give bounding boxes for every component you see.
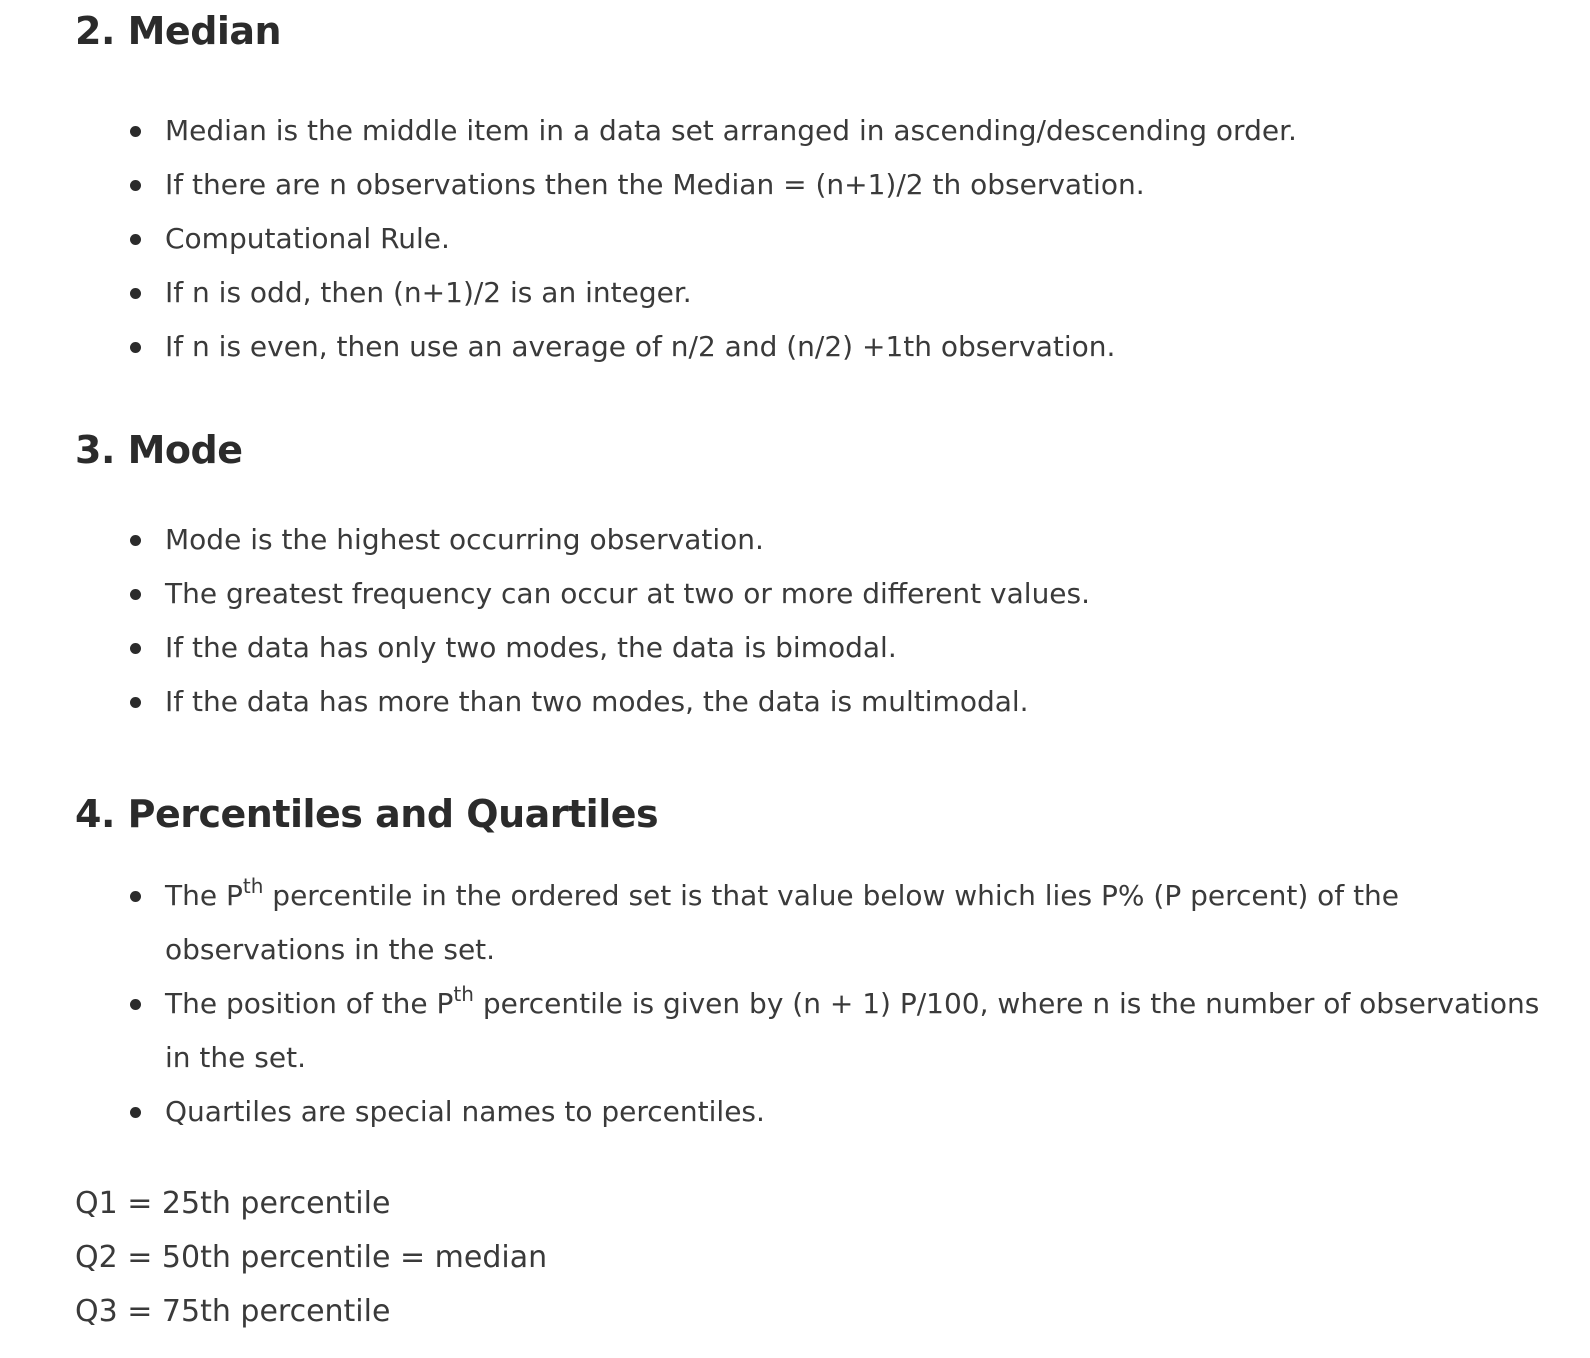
list-item: If the data has only two modes, the data is bimodal. [130, 621, 1550, 675]
list-item: Quartiles are special names to percentiles. [130, 1085, 1550, 1139]
superscript-th: th [242, 873, 264, 898]
list-item: Mode is the highest occurring observation. [130, 513, 1550, 567]
item-text-post: percentile in the ordered set is that value below which lies P% (P percent) of the observations in the set. [165, 879, 1400, 966]
list-item: If n is odd, then (n+1)/2 is an integer. [130, 266, 1550, 320]
list-item [130, 869, 1550, 977]
list-item: If there are n observations then the Median = (n+1)/2 th observation. [130, 158, 1550, 212]
median-heading: 2. Median [75, 9, 282, 53]
median-list [130, 104, 1550, 374]
list-item: Computational Rule. [130, 212, 1550, 266]
percentiles-heading: 4. Percentiles and Quartiles [75, 792, 659, 836]
item-text-pre: The P [165, 879, 243, 912]
mode-heading: 3. Mode [75, 428, 243, 472]
quartile-q1: Q1 = 25th percentile [75, 1186, 391, 1221]
list-item: If the data has more than two modes, the data is multimodal. [130, 675, 1550, 729]
superscript-th: th [453, 981, 474, 1006]
item-text-post: percentile is given by (n + 1) P/100, where n is the number of observations in the set. [165, 987, 1540, 1074]
list-item: Median is the middle item in a data set arranged in ascending/descending order. [130, 104, 1550, 158]
quartile-q2: Q2 = 50th percentile = median [75, 1240, 548, 1275]
quartile-definitions [75, 1177, 547, 1339]
list-item: The greatest frequency can occur at two or more different values. [130, 567, 1550, 621]
list-item [130, 977, 1550, 1085]
quartile-q3: Q3 = 75th percentile [75, 1294, 391, 1329]
list-item: If n is even, then use an average of n/2 and (n/2) +1th observation. [130, 320, 1550, 374]
mode-list [130, 513, 1550, 729]
percentiles-list [130, 869, 1550, 1139]
item-text-pre: The position of the P [165, 987, 454, 1020]
